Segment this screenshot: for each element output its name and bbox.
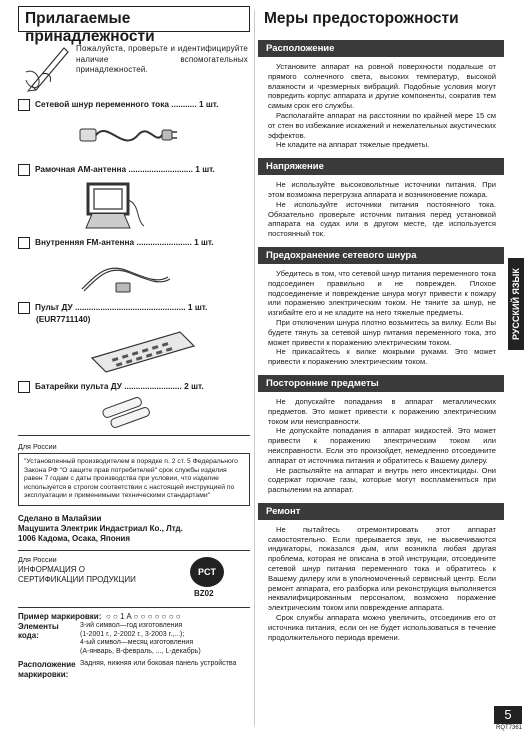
section-header: Напряжение: [258, 158, 504, 175]
service-life-note: "Установленный производителем в порядке п. 2 ст. 5 Федерального Закона РФ "О защите прав потребителей" срок службы изделия равен 7 годам с даты производства при условии, что изделие используется в строгом соответствии с настоящей инструкцией по эксплуатации и применимыми техническими стандартами": [18, 453, 250, 506]
remote-control-icon: [88, 328, 198, 376]
divider: [18, 435, 250, 436]
cert-russia-label: Для России: [18, 554, 57, 564]
paragraph: Не кладите на аппарат тяжелые предметы.: [276, 140, 430, 150]
section-header: Предохранение сетевого шнура: [258, 247, 504, 264]
paragraph: Не используйте высоковольтные источники питания. При этом возможна перегрузка аппарата и возникновение пожара.: [268, 180, 496, 199]
marking-example-label: Пример маркировки:: [18, 611, 102, 621]
document-code: RQT7361: [496, 725, 523, 731]
accessory-item: [18, 380, 250, 429]
company-name: Мацушита Электрик Индастриал Ко., Лтд.: [18, 523, 183, 533]
marking-location-value: Задняя, нижняя или боковая панель устройства: [80, 660, 237, 668]
language-tab: РУССКИЙ ЯЗЫК: [508, 258, 524, 350]
accessory-item: [18, 236, 250, 297]
column-divider: [254, 10, 255, 726]
section-cord-protection: [258, 247, 504, 367]
power-cord-icon: [78, 115, 178, 157]
certification-block: [18, 555, 250, 605]
paragraph: Не распыляйте на аппарат и внутрь него инсектициды. Они содержат горючие газы, которые могут воспламениться при распылении на аппарат.: [268, 465, 496, 495]
accessories-intro: [18, 40, 250, 96]
accessory-item: [18, 163, 250, 232]
check-box: [18, 164, 30, 176]
accessory-label: Сетевой шнур переменного тока ........... 1 шт.: [35, 99, 219, 109]
paragraph: При отключении шнура плотно возьмитесь за вилку. Если Вы будете тянуть за сетевой шнур питания переменного тока, это может привести к поражению электрическим током.: [268, 317, 496, 347]
page-number: 5: [494, 706, 522, 724]
code-line: (А-январь, В-февраль, ..., L-декабрь): [80, 647, 201, 655]
section-foreign-objects: [258, 375, 504, 495]
company-address: 1006 Кадома, Осака, Япония: [18, 533, 131, 543]
precautions-title: Меры предосторожности: [264, 10, 459, 27]
code-line: (1-2001 г., 2-2002 г., 3-2003 г.,...);: [80, 630, 185, 638]
code-elements-label: Элементы кода:: [18, 621, 59, 640]
section-placement: [258, 40, 504, 150]
paragraph: Убедитесь в том, что сетевой шнур питания переменного тока подсоединен правильно и не поврежден. Плохое подсоединение и повреждение шнура могут привести к пожару или поражению электрическим током. Не тяните за шнур, не изгибайте его и не кладите на него тяжелые предметы.: [268, 268, 496, 318]
accessory-item: [18, 301, 250, 376]
section-body: [258, 175, 504, 239]
paragraph: Не прикасайтесь к вилке мокрыми руками. Это может привести к поражению электрическим током.: [268, 347, 496, 367]
check-box: [18, 237, 30, 249]
check-box: [18, 99, 30, 111]
intro-text: Пожалуйста, проверьте и идентифицируйте наличие вспомогательных принадлежностей.: [76, 44, 248, 74]
section-body: [258, 392, 504, 495]
manufacturer-block: [18, 514, 250, 544]
paragraph: Не допускайте попадания в аппарат металлических предметов. Это может привести к поражению электрическим током или неисправности.: [268, 396, 496, 426]
section-body: [258, 264, 504, 367]
cert-text: ИНФОРМАЦИЯ О СЕРТИФИКАЦИИ ПРОДУКЦИИ: [18, 564, 136, 584]
accessory-label: Внутренняя FM-антенна ........................ 1 шт.: [35, 237, 214, 247]
accessories-column: [18, 6, 250, 680]
accessory-label: Рамочная AM-антенна ............................ 1 шт.: [35, 164, 215, 174]
made-in-text: Сделано в Малайзии: [18, 513, 102, 523]
marking-location-label: Расположение маркировки:: [18, 660, 76, 680]
paragraph: Располагайте аппарат на расстоянии по крайней мере 15 см от стен во избежание искажений и нежелательных акустических эффектов.: [268, 110, 496, 140]
paragraph: Срок службы аппарата можно увеличить, отсоединив его от источника питания, если он не будет использоваться в течение продолжительного периода времени.: [268, 613, 496, 642]
code-line: 4-ый символ—месяц изготовления: [80, 639, 194, 647]
accessory-item: [18, 98, 250, 157]
russia-lifetime-block: [18, 442, 250, 506]
code-line: 3-ий символ—год изготовления: [80, 621, 183, 629]
russia-label: Для России: [18, 442, 57, 451]
section-header: Расположение: [258, 40, 504, 57]
paragraph: Установите аппарат на ровной поверхности подальше от прямого солнечного света, высоких температур, высокой влажности и чрезмерных вибраций. Подобные условия могут повредить корпус аппарата и другие компоненты, сократив тем самым срок его службы.: [268, 62, 496, 111]
accessories-title: Прилагаемые принадлежности: [18, 6, 250, 32]
check-box: [18, 302, 30, 314]
accessory-label: Пульт ДУ ................................................ 1 шт.: [35, 302, 208, 312]
section-body: [258, 520, 504, 643]
certification-logo: PCT: [190, 557, 224, 587]
divider: [18, 607, 250, 608]
section-body: [258, 57, 504, 150]
pen-hand-icon: [24, 42, 70, 92]
cert-code: BZ02: [194, 588, 214, 598]
section-header: Ремонт: [258, 503, 504, 520]
section-voltage: [258, 158, 504, 239]
code-elements-list: [80, 622, 250, 656]
remote-model-code: (EUR7711140): [36, 314, 91, 324]
check-box: [18, 381, 30, 393]
am-loop-antenna-icon: [78, 180, 148, 232]
batteries-icon: [98, 397, 158, 429]
section-header: Посторонние предметы: [258, 375, 504, 392]
paragraph: Не пытайтесь отремонтировать этот аппарат самостоятельно. Если прерывается звук, не высвечиваются индикаторы, показался дым, или возникла любая другая проблема, которая не описана в этой инструкции, отсоедините сетевой шнур питания переменного тока и обратитесь к Вашему дилеру или в уполномоченный сервисный центр. Если ремонт аппарата, его разборка или реконструкция выполняется неквалифицированным персоналом, возможно поражение электрическим током или повреждение аппарата.: [268, 524, 496, 613]
divider: [18, 550, 250, 551]
fm-antenna-icon: [78, 253, 178, 297]
accessory-label: Батарейки пульта ДУ ......................... 2 шт.: [35, 381, 204, 391]
marking-example-value: ○ ○ 1 A ○ ○ ○ ○ ○ ○ ○: [106, 611, 181, 621]
section-repair: [258, 503, 504, 643]
paragraph: Не используйте источники питания постоянного тока. Обязательно проверьте источник питания перед установкой аппарата на судах или в другом месте, где используется постоянный ток.: [268, 199, 496, 239]
marking-block: [18, 612, 250, 680]
paragraph: Не допускайте попадания в аппарат жидкостей. Это может привести к поражению электрическим током или неисправности. Если это произойдет, немедленно отсоедините аппарат от источника питания и обратитесь к Вашему дилеру.: [268, 426, 496, 465]
precautions-column: [258, 6, 504, 642]
